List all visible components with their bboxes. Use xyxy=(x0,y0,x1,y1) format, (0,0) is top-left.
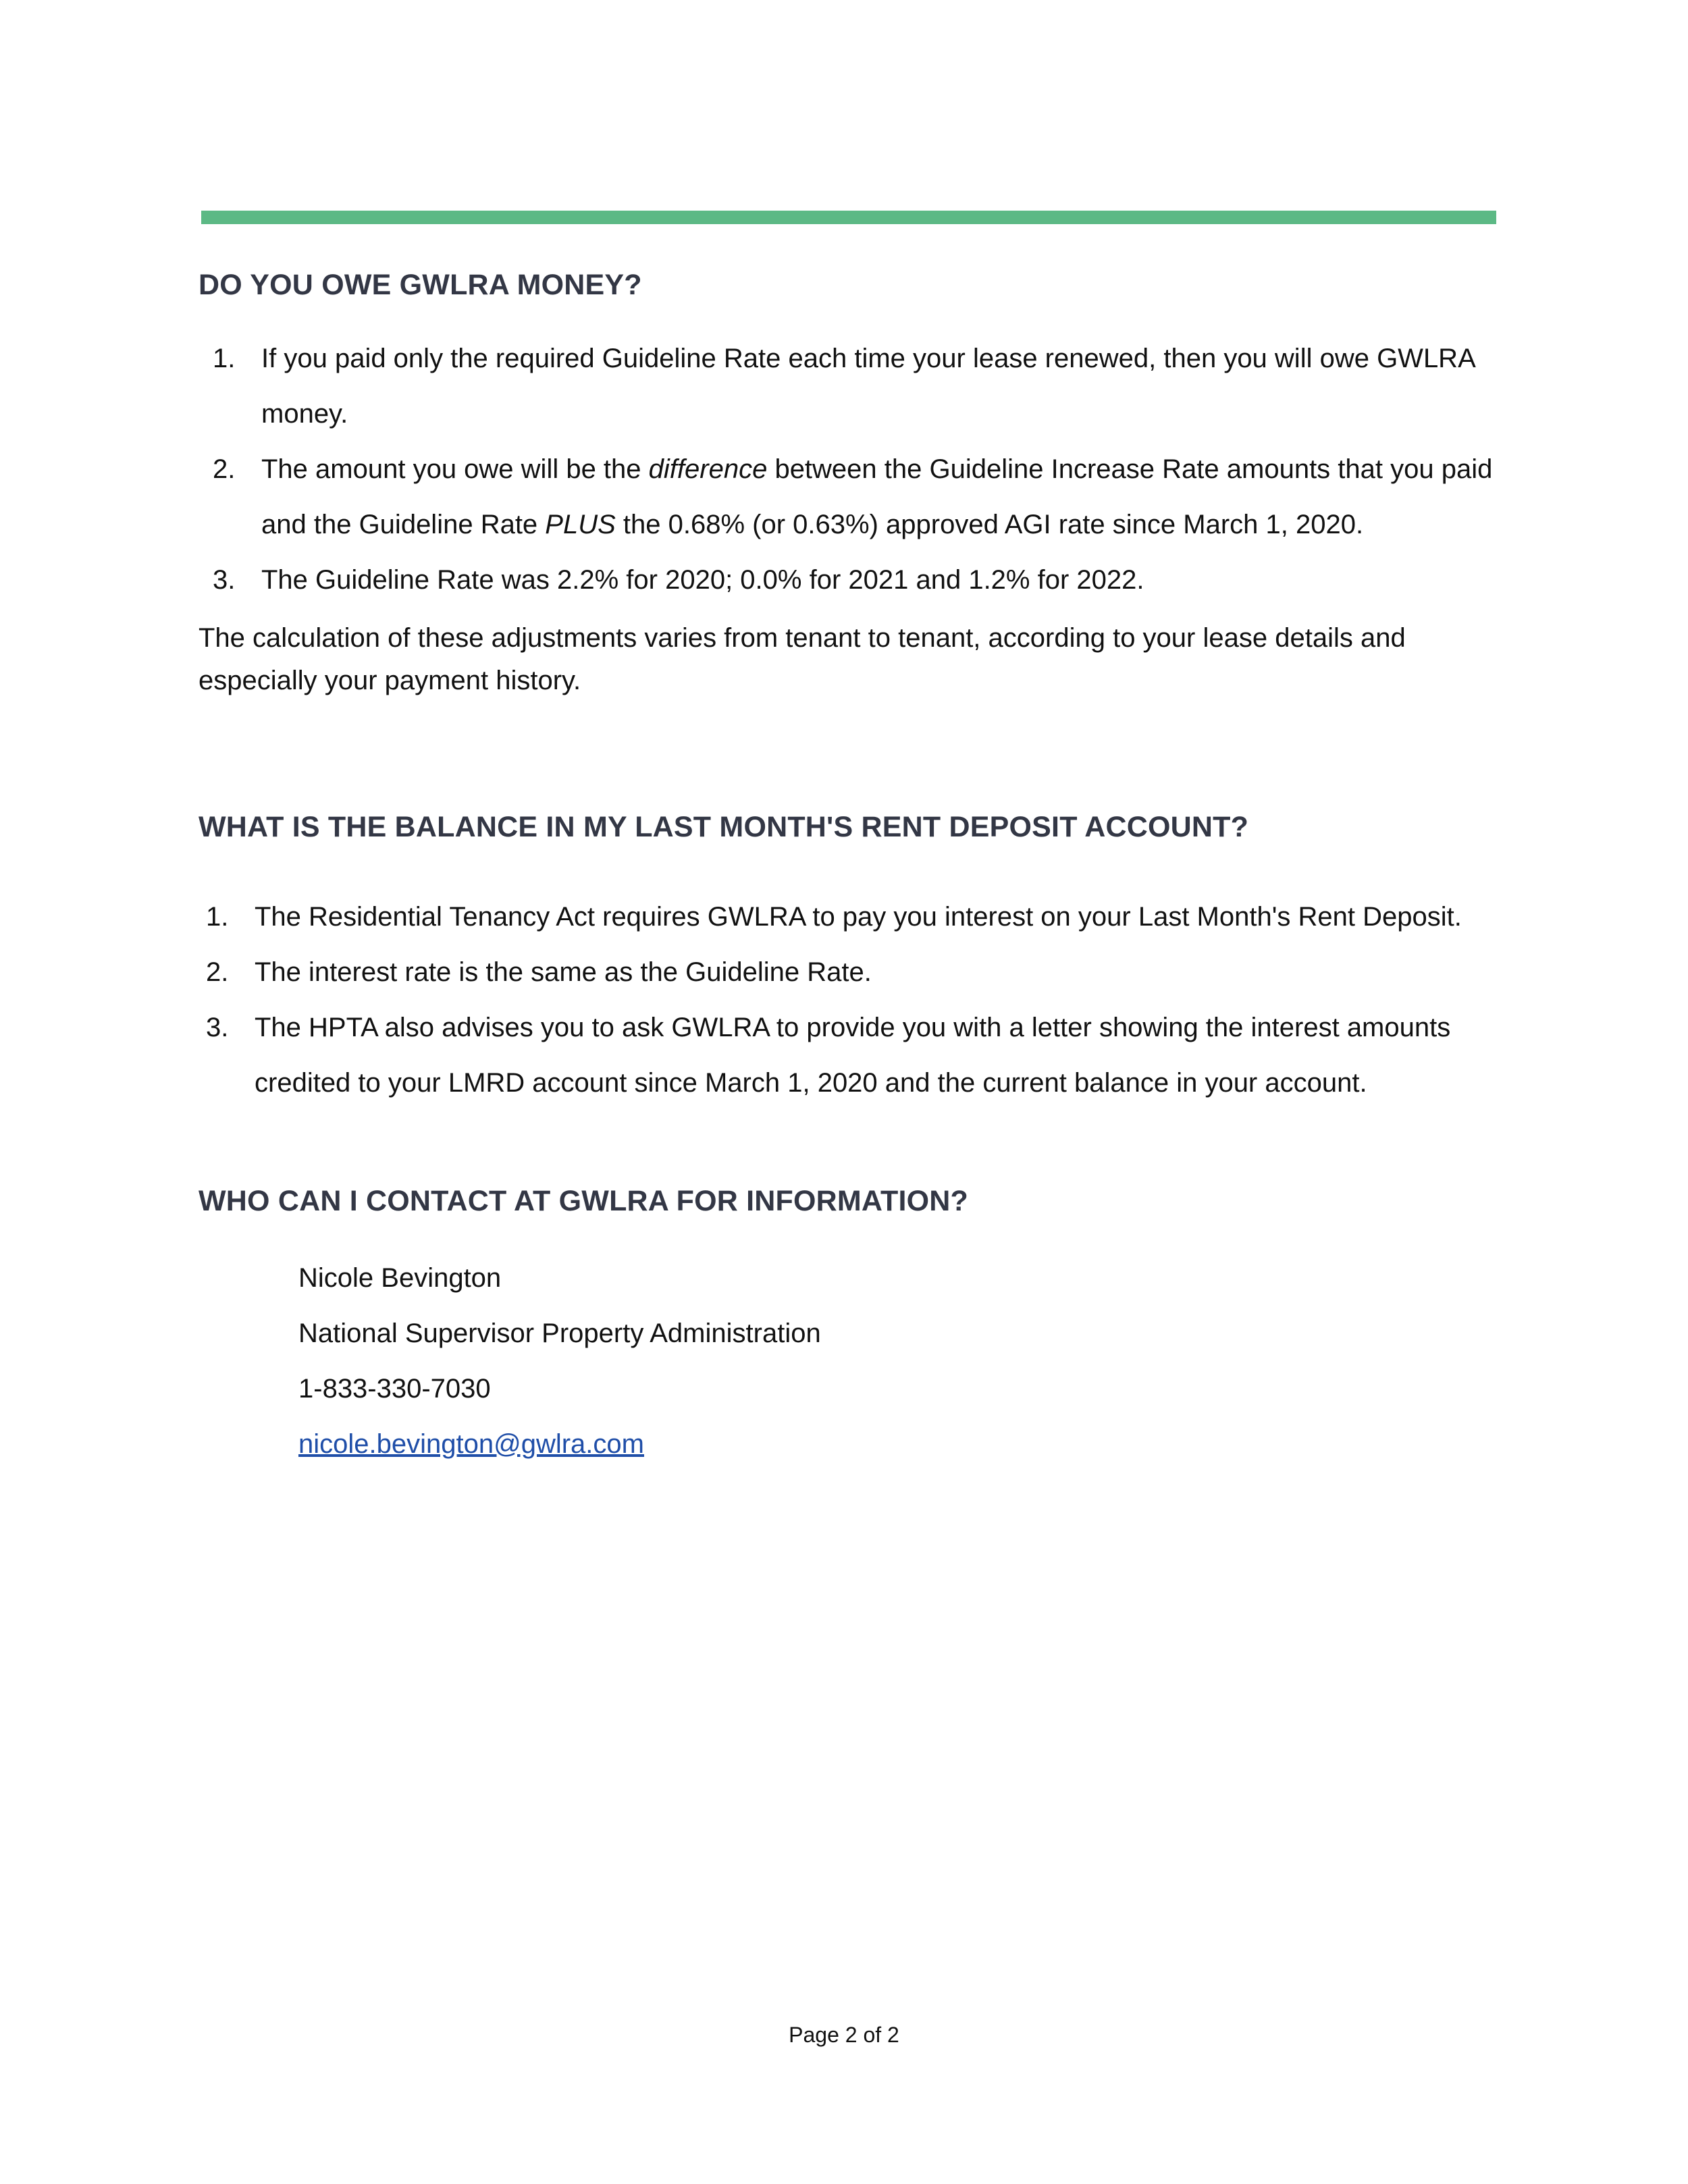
list-item-text: The HPTA also advises you to ask GWLRA to provide you with a letter showing the interest amounts credited to your LMRD account since March 1, 2020 and the current balance in your account. xyxy=(255,1013,1451,1098)
owe-money-list xyxy=(213,331,1497,608)
list-item xyxy=(206,889,1497,944)
list-item xyxy=(213,552,1497,608)
calculation-paragraph: The calculation of these adjustments varies from tenant to tenant, according to your lease details and especially your payment history. xyxy=(199,623,1406,695)
contact-title: National Supervisor Property Administration xyxy=(298,1319,821,1348)
list-item-number: 1. xyxy=(213,344,236,373)
list-item-number: 3. xyxy=(206,1013,229,1042)
top-divider-rule xyxy=(201,211,1496,224)
list-item-number: 2. xyxy=(206,957,229,987)
deposit-list xyxy=(206,889,1497,1111)
section-heading-contact: WHO CAN I CONTACT AT GWLRA FOR INFORMATION? xyxy=(199,1185,968,1217)
list-item-text-part: the 0.68% (or 0.63%) approved AGI rate since March 1, 2020. xyxy=(615,510,1364,539)
emphasis-plus: PLUS xyxy=(545,510,616,539)
list-item xyxy=(213,331,1497,442)
contact-phone: 1-833-330-7030 xyxy=(298,1374,491,1404)
list-item-text xyxy=(261,454,1492,539)
section-heading-owe-money: DO YOU OWE GWLRA MONEY? xyxy=(199,269,642,301)
emphasis-difference: difference xyxy=(648,454,768,484)
list-item-number: 2. xyxy=(213,454,236,484)
list-item-text: The Guideline Rate was 2.2% for 2020; 0.0% for 2021 and 1.2% for 2022. xyxy=(261,565,1144,595)
list-item-number: 1. xyxy=(206,902,229,932)
list-item xyxy=(213,442,1497,552)
contact-email-link[interactable]: nicole.bevington@gwlra.com xyxy=(298,1429,644,1459)
section-heading-deposit: WHAT IS THE BALANCE IN MY LAST MONTH'S RENT DEPOSIT ACCOUNT? xyxy=(199,811,1249,843)
contact-details xyxy=(298,1250,821,1472)
contact-name: Nicole Bevington xyxy=(298,1263,502,1293)
list-item xyxy=(206,1000,1497,1111)
list-item-text-part: between the Guideline Increase Rate amounts that you paid and the Guideline Rate xyxy=(261,454,1493,539)
contact-email-item xyxy=(298,1416,821,1472)
list-item-text: The Residential Tenancy Act requires GWLRA to pay you interest on your Last Month's Rent Deposit. xyxy=(255,902,1462,932)
list-item-number: 3. xyxy=(213,565,236,595)
list-item-text: If you paid only the required Guideline Rate each time your lease renewed, then you will owe GWLRA money. xyxy=(261,344,1475,429)
page-number-footer: Page 2 of 2 xyxy=(789,2023,899,2047)
list-item-text: The interest rate is the same as the Guideline Rate. xyxy=(255,957,872,987)
list-item-text-part: The amount you owe will be the xyxy=(261,454,649,484)
list-item xyxy=(206,944,1497,1000)
